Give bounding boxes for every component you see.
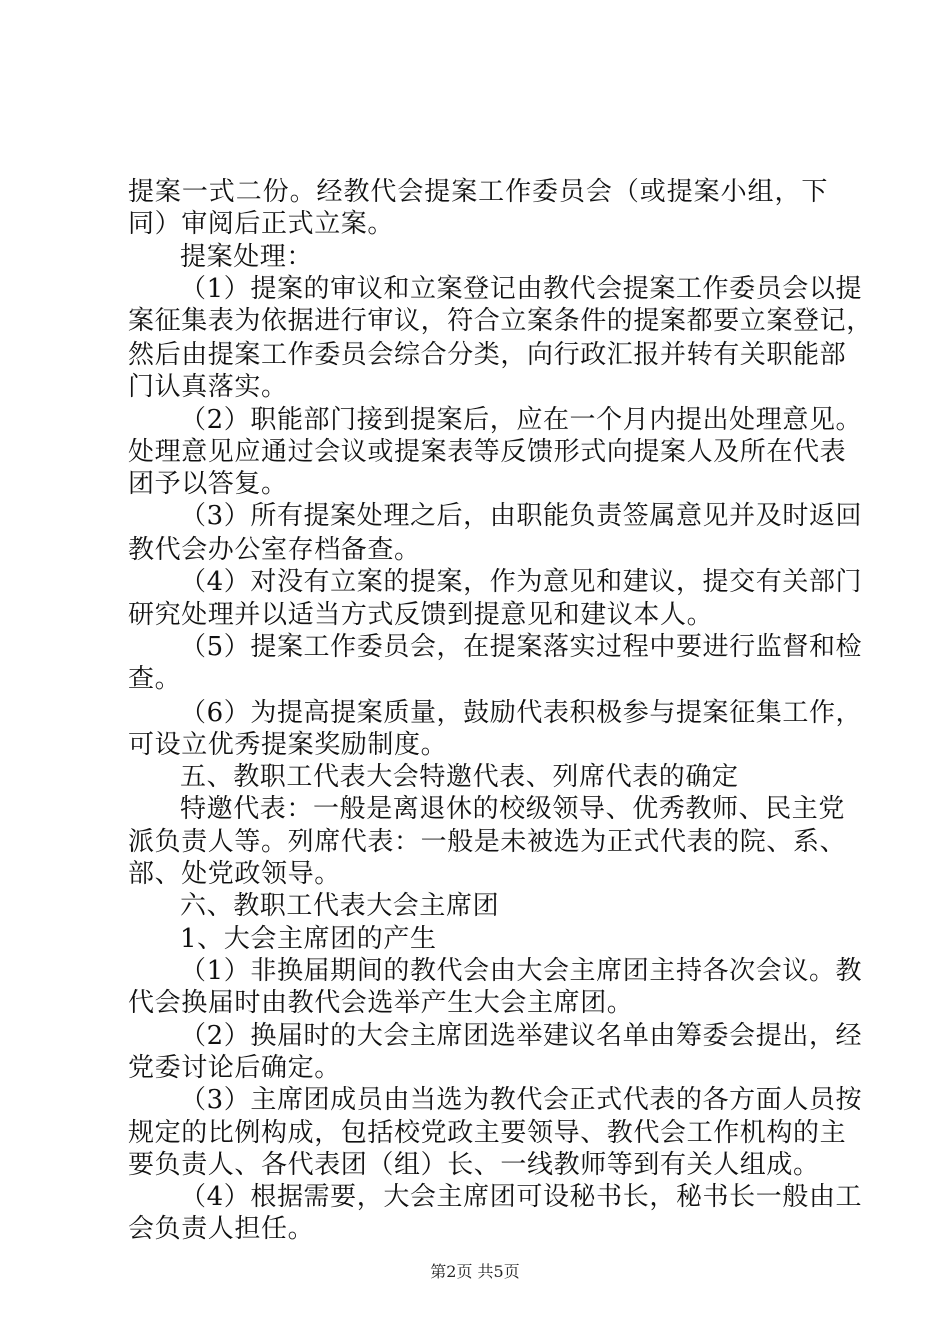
text-line: 党委讨论后确定。 <box>128 1053 341 1083</box>
text-line: 研究处理并以适当方式反馈到提意见和建议本人。 <box>128 600 714 630</box>
text-line: 处理意见应通过会议或提案表等反馈形式向提案人及所在代表 <box>128 437 847 467</box>
text-line: 部、处党政领导。 <box>128 859 341 889</box>
text-line: 然后由提案工作委员会综合分类，向行政汇报并转有关职能部 <box>128 340 847 370</box>
text-line: （2）职能部门接到提案后，应在一个月内提出处理意见。 <box>180 405 863 435</box>
text-line: 可设立优秀提案奖励制度。 <box>128 730 448 760</box>
section-heading: 五、教职工代表大会特邀代表、列席代表的确定 <box>180 762 739 792</box>
text-line: 团予以答复。 <box>128 469 288 499</box>
text-line: 教代会办公室存档备查。 <box>128 535 421 565</box>
text-line: 规定的比例构成，包括校党政主要领导、教代会工作机构的主 <box>128 1118 847 1148</box>
text-line: （4）对没有立案的提案，作为意见和建议，提交有关部门 <box>180 567 863 597</box>
text-line: （2）换届时的大会主席团选举建议名单由筹委会提出，经 <box>180 1021 863 1051</box>
text-line: 派负责人等。列席代表：一般是未被选为正式代表的院、系、 <box>128 827 847 857</box>
text-line: （5）提案工作委员会，在提案落实过程中要进行监督和检 <box>180 632 863 662</box>
text-line: 查。 <box>128 664 182 694</box>
text-line: 门认真落实。 <box>128 372 288 402</box>
page-number: 第2页 共5页 <box>430 1262 520 1281</box>
text-line: 同）审阅后正式立案。 <box>128 209 395 239</box>
text-line: 特邀代表：一般是离退休的校级领导、优秀教师、民主党 <box>180 794 846 824</box>
text-line: 案征集表为依据进行审议，符合立案条件的提案都要立案登记， <box>128 306 873 336</box>
text-line: （1）提案的审议和立案登记由教代会提案工作委员会以提 <box>180 274 863 304</box>
subsection-heading: 1、大会主席团的产生 <box>180 924 437 954</box>
text-line: （6）为提高提案质量，鼓励代表积极参与提案征集工作， <box>180 698 863 728</box>
text-line: 提案处理： <box>180 242 314 272</box>
text-line: （3）主席团成员由当选为教代会正式代表的各方面人员按 <box>180 1085 863 1115</box>
text-line: （4）根据需要，大会主席团可设秘书长，秘书长一般由工 <box>180 1182 863 1212</box>
text-line: （3）所有提案处理之后，由职能负责签属意见并及时返回 <box>180 501 863 531</box>
section-heading: 六、教职工代表大会主席团 <box>180 891 500 921</box>
text-line: 提案一式二份。经教代会提案工作委员会（或提案小组，下 <box>128 177 828 207</box>
text-line: 会负责人担任。 <box>128 1214 315 1244</box>
text-line: 代会换届时由教代会选举产生大会主席团。 <box>128 988 634 1018</box>
text-line: （1）非换届期间的教代会由大会主席团主持各次会议。教 <box>180 956 863 986</box>
text-line: 要负责人、各代表团（组）长、一线教师等到有关人组成。 <box>128 1150 820 1180</box>
